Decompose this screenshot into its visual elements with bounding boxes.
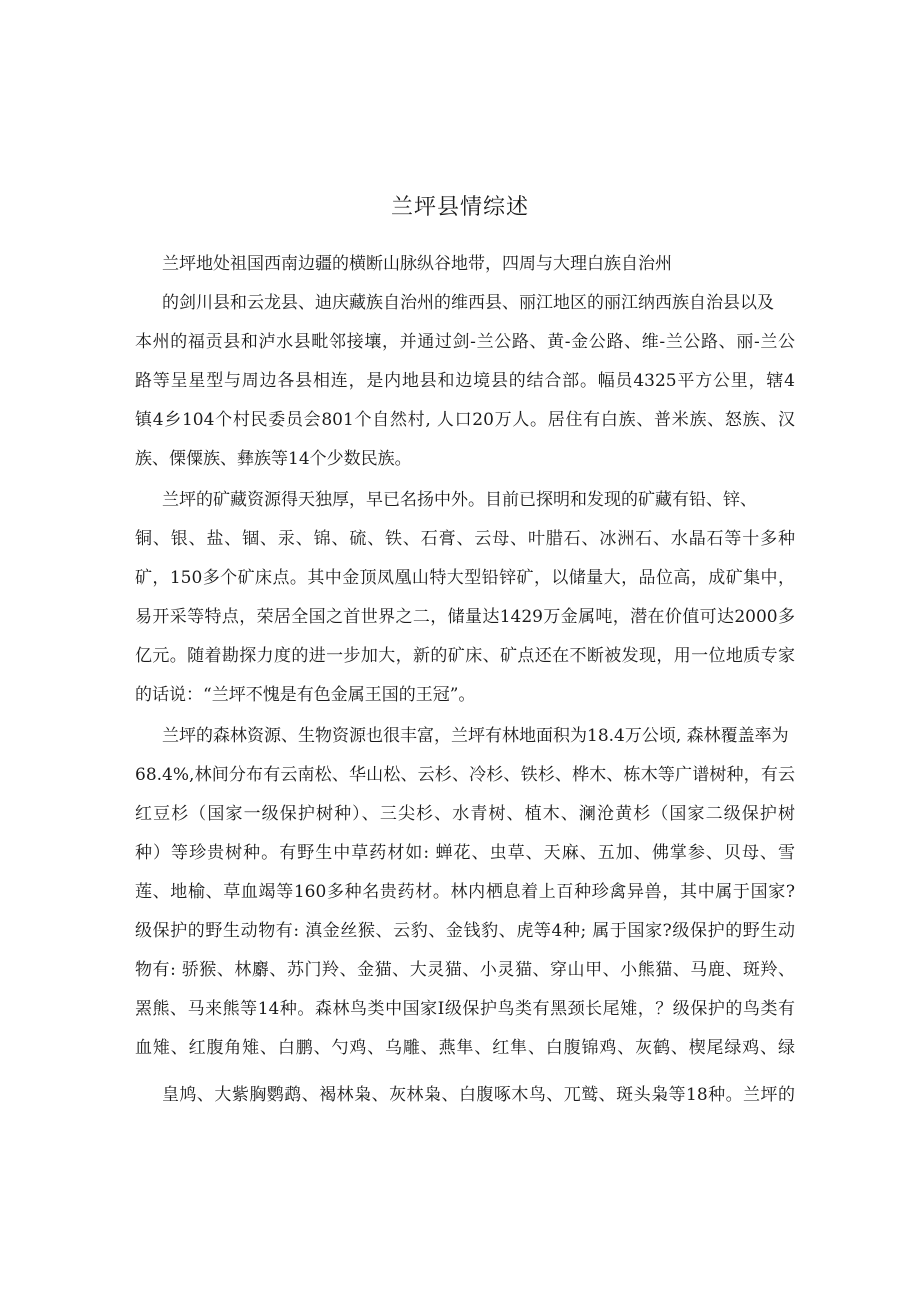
paragraph-2-line-3: 矿，150多个矿床点。其中金顶凤凰山特大型铅锌矿，以储量大，品位高，成矿集中， — [135, 568, 795, 588]
paragraph-1-line-4: 路等呈星型与周边各县相连，是内地县和边境县的结合部。幅员4325平方公里，辖4 — [135, 371, 795, 391]
paragraph-1-line-3: 本州的福贡县和泸水县毗邻接壤，并通过剑-兰公路、黄-金公路、维-兰公路、丽-兰公 — [135, 332, 795, 352]
paragraph-3-line-6: 级保护的野生动物有: 滇金丝猴、云豹、金钱豹、虎等4种; 属于国家?级保护的野生动 — [135, 921, 795, 941]
paragraph-3-line-3: 红豆杉（国家一级保护树种）、三尖杉、水青树、植木、澜沧黄杉（国家二级保护树 — [135, 804, 795, 824]
paragraph-3-line-7: 物有: 骄猴、林麝、苏门羚、金猫、大灵猫、小灵猫、穿山甲、小熊猫、马鹿、斑羚、 — [135, 960, 795, 980]
paragraph-1-line-5: 镇4乡104个村民委员会801个自然村, 人口20万人。居住有白族、普米族、怒族、汉 — [135, 410, 795, 430]
paragraph-1-line-1: 兰坪地处祖国西南边疆的横断山脉纵谷地带，四周与大理白族自治州 — [162, 254, 672, 274]
document-title: 兰坪县情综述 — [390, 195, 529, 220]
paragraph-3-line-4: 种）等珍贵树种。有野生中草药材如: 蝉花、虫草、天麻、五加、佛掌参、贝母、雪 — [135, 843, 795, 863]
paragraph-2-line-6: 的话说：“兰坪不愧是有色金属王国的王冠”。 — [135, 685, 476, 705]
paragraph-3-line-2: 68.4%,林间分布有云南松、华山松、云杉、冷杉、铁杉、桦木、栋木等广谱树种，有云 — [135, 765, 795, 785]
paragraph-1-line-2: 的剑川县和云龙县、迪庆藏族自治州的维西县、丽江地区的丽江纳西族自治县以及 — [162, 293, 774, 313]
paragraph-3-line-10: 皇鸠、大紫胸鹦鹉、褐林枭、灰林枭、白腹啄木鸟、兀鹫、斑头枭等18种。兰坪的 — [162, 1085, 795, 1105]
paragraph-3-line-1: 兰坪的森林资源、生物资源也很丰富，兰坪有林地面积为18.4万公顷, 森林覆盖率为 — [162, 726, 789, 746]
paragraph-3-line-9: 血雉、红腹角雉、白鹏、勺鸡、乌雕、燕隼、红隼、白腹锦鸡、灰鹤、楔尾绿鸡、绿 — [135, 1038, 795, 1058]
paragraph-3-line-5: 莲、地榆、草血竭等160多种名贵药材。林内栖息着上百种珍禽异兽，其中属于国家? — [135, 882, 795, 902]
paragraph-2-line-5: 亿元。随着勘探力度的进一步加大，新的矿床、矿点还在不断被发现，用一位地质专家 — [135, 646, 795, 666]
paragraph-2-line-1: 兰坪的矿藏资源得天独厚，早已名扬中外。目前已探明和发现的矿藏有铅、锌、 — [162, 490, 757, 510]
paragraph-2-line-4: 易开采等特点，荣居全国之首世界之二，储量达1429万金属吨，潜在价值可达2000多 — [135, 607, 795, 627]
paragraph-1-line-6: 族、傈僳族、彝族等14个少数民族。 — [135, 449, 412, 469]
paragraph-2-line-2: 铜、银、盐、锢、汞、锦、硫、铁、石膏、云母、叶腊石、冰洲石、水晶石等十多种 — [135, 529, 795, 549]
paragraph-3-line-8: 罴熊、马来熊等14种。森林鸟类中国家I级保护鸟类有黑颈长尾雉，？级保护的鸟类有 — [135, 999, 795, 1019]
